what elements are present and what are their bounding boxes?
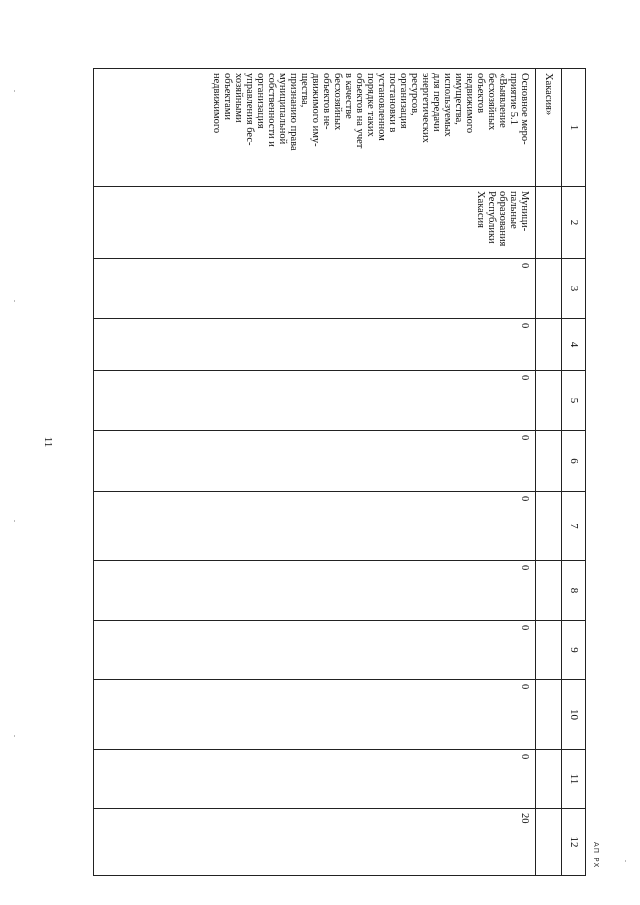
column-header-12: 12 — [562, 809, 586, 876]
value-cell-10: 0 — [94, 680, 536, 750]
scan-speck — [14, 520, 15, 522]
measure-row — [94, 69, 536, 876]
program-table — [93, 68, 586, 876]
column-number-row — [562, 69, 586, 876]
column-header-5: 5 — [562, 371, 586, 431]
empty-cell — [536, 561, 562, 621]
column-header-8: 8 — [562, 561, 586, 621]
empty-cell — [536, 492, 562, 561]
measure-executor: Муници- пальные образования Республики Хакасия — [474, 191, 530, 247]
value-cell-3: 0 — [94, 259, 536, 319]
column-header-3: 3 — [562, 259, 586, 319]
column-header-10: 10 — [562, 680, 586, 750]
empty-cell — [536, 750, 562, 809]
page-number — [38, 432, 58, 452]
measure-title: Основное меро- приятие 5.1 «Выявление бесхозяйных объектов недвижимого имущества, используемых для передачи энергетических ресурсов, организация постановки в установленном порядке таких объектов на учет в качестве бесхозяйных объектов не- движимого иму- щества, признанию права муниципальной собственности и организация управления бес- хозяйными объектами недвижимого — [210, 73, 530, 151]
executor-cell — [94, 187, 536, 259]
empty-cell — [536, 621, 562, 680]
empty-cell — [536, 319, 562, 371]
region-continuation-row — [536, 69, 562, 876]
column-header-1: 1 — [562, 69, 586, 187]
scan-speck — [14, 735, 15, 737]
empty-cell — [536, 187, 562, 259]
value-cell-12: 20 — [94, 809, 536, 876]
column-header-2: 2 — [562, 187, 586, 259]
empty-cell — [536, 259, 562, 319]
column-header-6: 6 — [562, 431, 586, 492]
column-header-9: 9 — [562, 621, 586, 680]
measure-title-cell — [94, 69, 536, 187]
scan-speck — [14, 300, 15, 302]
value-cell-9: 0 — [94, 621, 536, 680]
empty-cell — [536, 809, 562, 876]
value-cell-6: 0 — [94, 431, 536, 492]
archive-stamp-text: АП РХ — [592, 842, 600, 869]
region-label-cell — [536, 69, 562, 187]
column-header-7: 7 — [562, 492, 586, 561]
page-number-text: 11 — [42, 436, 54, 448]
column-header-11: 11 — [562, 750, 586, 809]
value-cell-4: 0 — [94, 319, 536, 371]
column-header-4: 4 — [562, 319, 586, 371]
value-cell-11: 0 — [94, 750, 536, 809]
value-cell-5: 0 — [94, 371, 536, 431]
scan-speck — [625, 860, 626, 862]
archive-stamp — [592, 842, 600, 868]
value-cell-8: 0 — [94, 561, 536, 621]
empty-cell — [536, 431, 562, 492]
empty-cell — [536, 680, 562, 750]
program-table-container — [93, 68, 586, 875]
empty-cell — [536, 371, 562, 431]
region-label: Хакасия» — [543, 73, 555, 116]
scan-speck — [14, 90, 15, 92]
value-cell-7: 0 — [94, 492, 536, 561]
